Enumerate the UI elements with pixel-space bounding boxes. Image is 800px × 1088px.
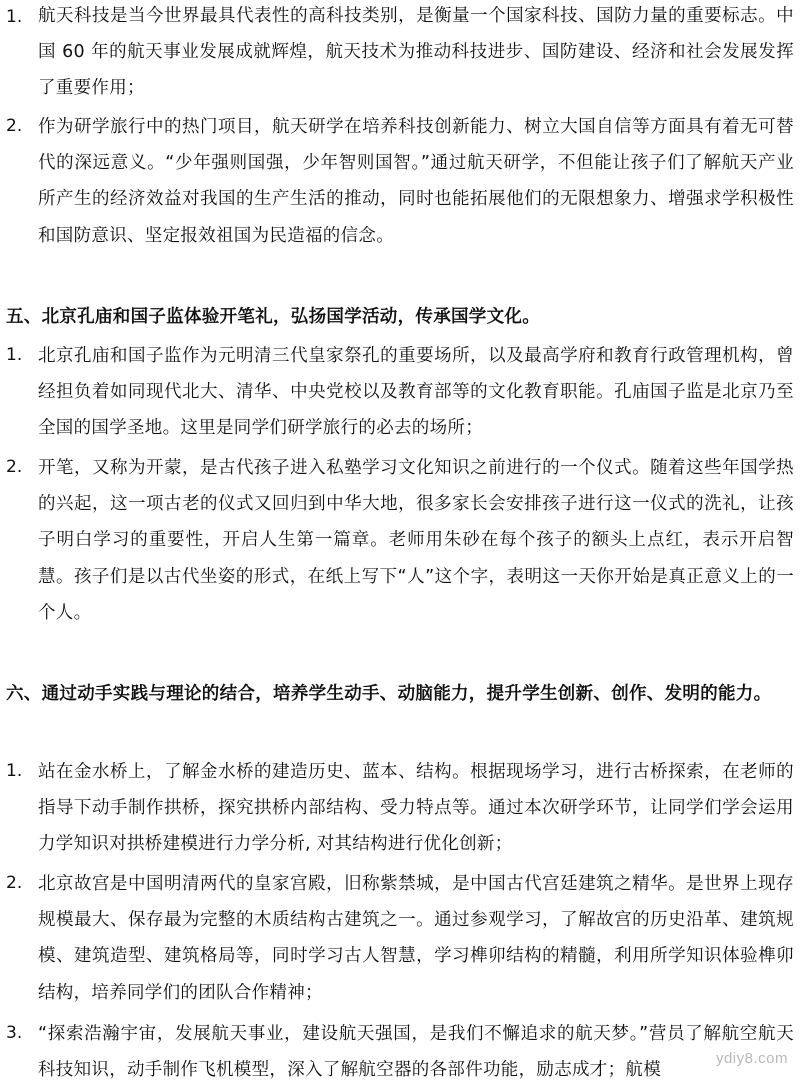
item-number: 2. [6, 873, 23, 893]
watermark: ydiy8.com [715, 1050, 788, 1067]
item-text: 作为研学旅行中的热门项目，航天研学在培养科技创新能力、树立大国自信等方面具有着无可替代的深远意义。“少年强则国强，少年智则国智。”通过航天研学，不但能让孩子们了解航天产业所产生的经济效益对我国的生产生活的推动，同时也能拓展他们的无限想象力、增强求学积极性和国防意识、坚定报效祖国为民造福的信念。 [38, 117, 794, 246]
item-number: 2. [6, 116, 23, 136]
item-text: 北京孔庙和国子监作为元明清三代皇家祭孔的重要场所，以及最高学府和教育行政管理机构，曾经担负着如同现代北大、清华、中央党校以及教育部等的文化教育职能。孔庙国子监是北京乃至全国的国学圣地。这里是同学们研学旅行的必去的场所； [38, 346, 794, 439]
item-number: 1. [6, 345, 23, 365]
section-heading: 五、北京孔庙和国子监体验开笔礼，弘扬国学活动，传承国学文化。 [6, 307, 540, 327]
item-text: 航天科技是当今世界最具代表性的高科技类别，是衡量一个国家科技、国防力量的重要标志。中国 60 年的航天事业发展成就辉煌，航天技术为推动科技进步、国防建设、经济和社会发展发挥了重要作用； [38, 6, 794, 99]
item-text: “探索浩瀚宇宙，发展航天事业，建设航天强国，是我们不懈追求的航天梦。”营员了解航空航天科技知识，动手制作飞机模型，深入了解航空器的各部件功能，励志成才；航模 [38, 1024, 794, 1081]
item-number: 2. [6, 457, 23, 477]
item-number: 1. [6, 761, 23, 781]
section-heading: 六、通过动手实践与理论的结合，培养学生动手、动脑能力，提升学生创新、创作、发明的能力。 [6, 684, 772, 704]
item-text: 北京故宫是中国明清两代的皇家宫殿，旧称紫禁城，是中国古代宫廷建筑之精华。是世界上现存规模最大、保存最为完整的木质结构古建筑之一。通过参观学习，了解故宫的历史沿革、建筑规模、建筑造型、建筑格局等，同时学习古人智慧，学习榫卯结构的精髓，利用所学知识体验榫卯结构，培养同学们的团队合作精神； [38, 874, 794, 1003]
item-text: 站在金水桥上，了解金水桥的建造历史、蓝本、结构。根据现场学习，进行古桥探索，在老师的指导下动手制作拱桥，探究拱桥内部结构、受力特点等。通过本次研学环节，让同学们学会运用力学知识对拱桥建模进行力学分析, 对其结构进行优化创新； [38, 762, 794, 855]
item-number: 3. [6, 1023, 23, 1043]
item-number: 1. [6, 7, 23, 27]
item-text: 开笔，又称为开蒙，是古代孩子进入私塾学习文化知识之前进行的一个仪式。随着这些年国学热的兴起，这一项古老的仪式又回归到中华大地，很多家长会安排孩子进行这一仪式的洗礼，让孩子明白学习的重要性，开启人生第一篇章。老师用朱砂在每个孩子的额头上点红，表示开启智慧。孩子们是以古代坐姿的形式，在纸上写下“人”这个字，表明这一天你开始是真正意义上的一个人。 [38, 458, 794, 623]
